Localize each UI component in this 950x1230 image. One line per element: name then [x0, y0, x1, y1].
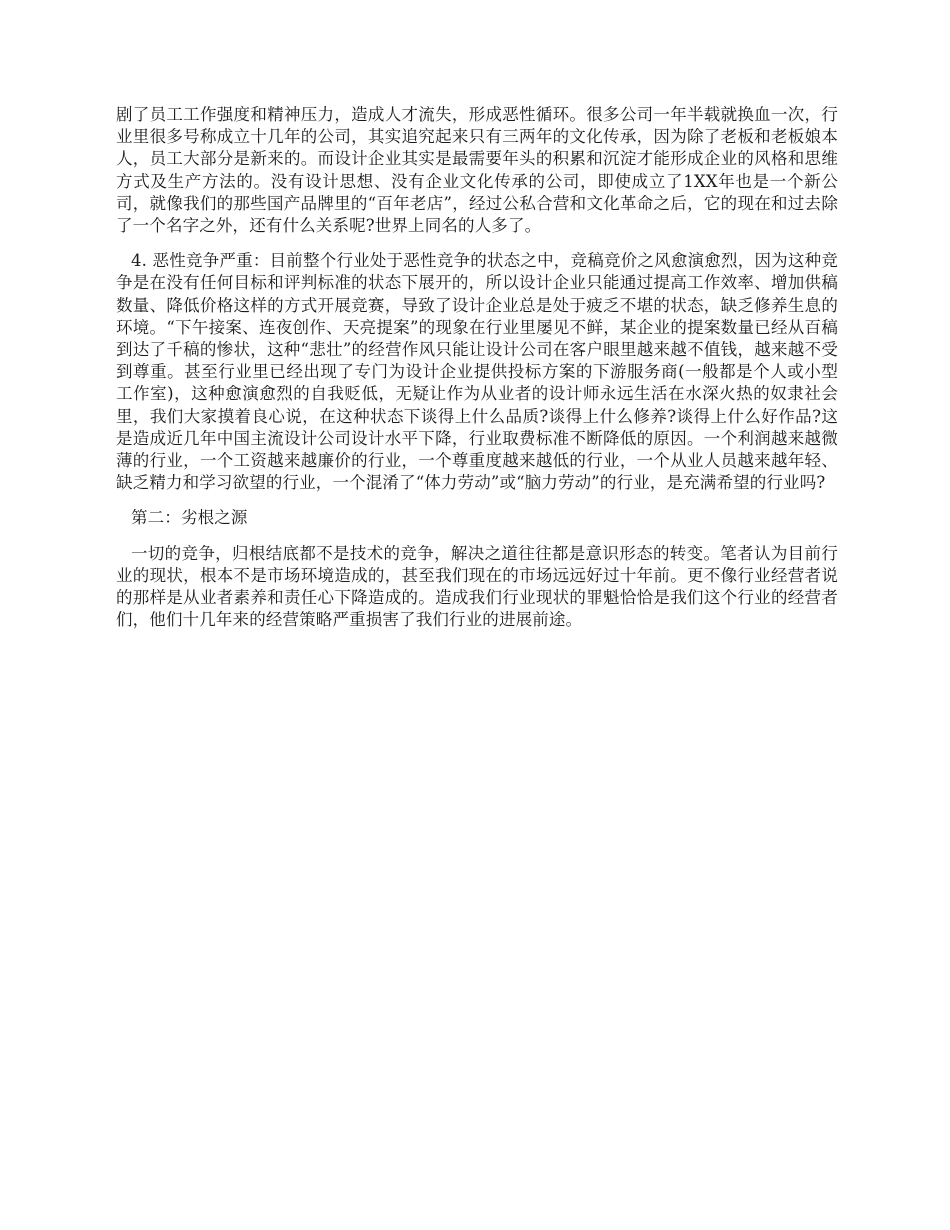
section-heading: 第二：劣根之源	[131, 508, 248, 528]
paragraph-root-cause: 一切的竞争，归根结底都不是技术的竞争，解决之道往往都是意识形态的转变。笔者认为目前行业的现状，根本不是市场环境造成的，甚至我们现在的市场远远好过十年前。更不像行业经营者说的那样是从业者素养和责任心下降造成的。造成我们行业现状的罪魁恰恰是我们这个行业的经营者们，他们十几年来的经营策略严重损害了我们行业的进展前途。	[116, 543, 838, 630]
document-body	[116, 104, 838, 644]
paragraph-vicious-competition: 4. 恶性竞争严重：目前整个行业处于恶性竞争的状态之中，竞稿竞价之风愈演愈烈，因为这种竞争是在没有任何目标和评判标准的状态下展开的，所以设计企业只能通过提高工作效率、增加供稿数量、降低价格这样的方式开展竞赛，导致了设计企业总是处于疲乏不堪的状态，缺乏修养生息的环境。“下午接案、连夜创作、天亮提案”的现象在行业里屡见不鲜，某企业的提案数量已经从百稿到达了千稿的惨状，这种“悲壮”的经营作风只能让设计公司在客户眼里越来越不值钱，越来越不受到尊重。甚至行业里已经出现了专门为设计企业提供投标方案的下游服务商(一般都是个人或小型工作室)，这种愈演愈烈的自我贬低，无疑让作为从业者的设计师永远生活在水深火热的奴隶社会里，我们大家摸着良心说，在这种状态下谈得上什么品质?谈得上什么修养?谈得上什么好作品?这是造成近几年中国主流设计公司设计水平下降，行业取费标准不断降低的原因。一个利润越来越微薄的行业，一个工资越来越廉价的行业，一个尊重度越来越低的行业，一个从业人员越来越年轻、缺乏精力和学习欲望的行业，一个混淆了“体力劳动”或“脑力劳动”的行业，是充满希望的行业吗?	[116, 251, 838, 493]
paragraph-continuation: 剧了员工工作强度和精神压力，造成人才流失，形成恶性循环。很多公司一年半载就换血一次，行业里很多号称成立十几年的公司，其实追究起来只有三两年的文化传承，因为除了老板和老板娘本人，员工大部分是新来的。而设计企业其实是最需要年头的积累和沉淀才能形成企业的风格和思维方式及生产方法的。没有设计思想、没有企业文化传承的公司，即使成立了1XX年也是一个新公司，就像我们的那些国产品牌里的“百年老店”，经过公私合营和文化革命之后，它的现在和过去除了一个名字之外，还有什么关系呢?世界上同名的人多了。	[116, 105, 838, 236]
